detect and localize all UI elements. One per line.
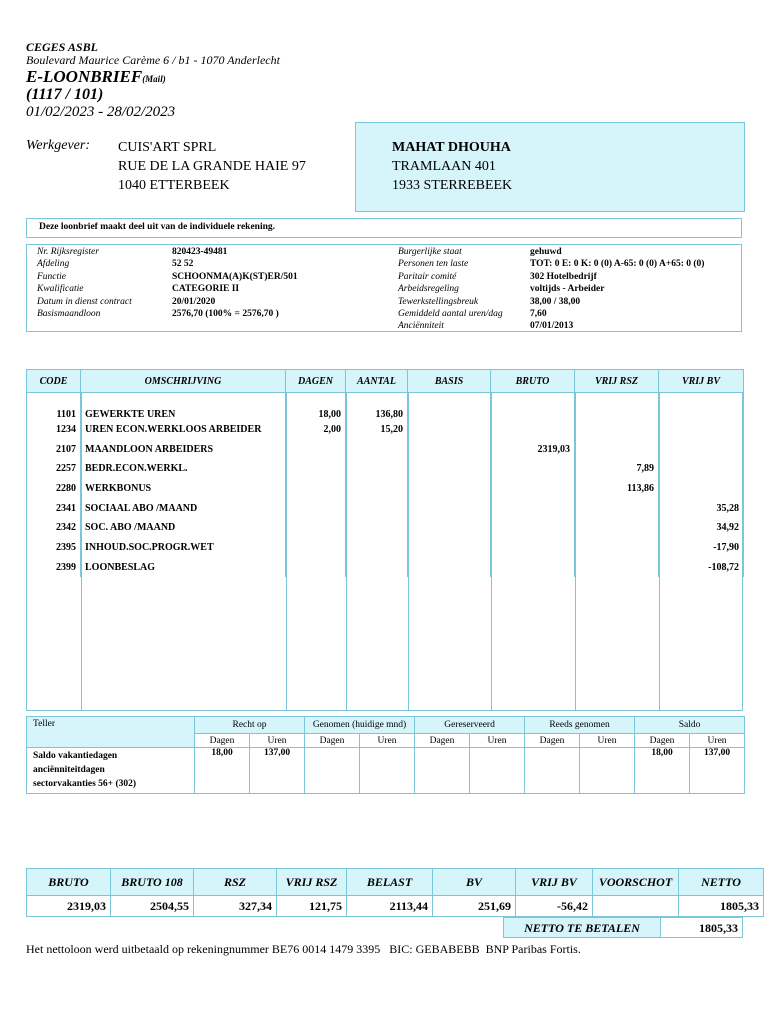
- sub-header: Dagen: [305, 734, 360, 748]
- cell-bruto: [491, 498, 575, 518]
- info-value: 7,60: [530, 309, 547, 320]
- info-label: Afdeling: [37, 259, 70, 270]
- total-header: RSZ: [194, 869, 277, 896]
- cell-omschrijving: SOCIAAL ABO /MAAND: [81, 498, 286, 518]
- counter-label: anciënniteitdagen: [33, 765, 105, 775]
- cell-vrij-rsz: [575, 439, 659, 459]
- group-header: Recht op: [195, 717, 305, 734]
- col-header: DAGEN: [286, 370, 346, 393]
- total-value: 121,75: [277, 896, 347, 917]
- pay-lines-body: [27, 393, 744, 578]
- total-header: VRIJ BV: [516, 869, 593, 896]
- info-label: Anciënniteit: [398, 321, 444, 332]
- group-header: Genomen (huidige mnd): [305, 717, 415, 734]
- sub-header: Uren: [470, 734, 525, 748]
- info-right-labels: [398, 246, 503, 333]
- info-label: Paritair comité: [398, 271, 457, 282]
- info-label: Tewerkstellingsbreuk: [398, 296, 479, 307]
- cell-basis: [408, 393, 491, 420]
- total-header: BRUTO: [27, 869, 111, 896]
- cell-bruto: [491, 420, 575, 440]
- cell-vrij-rsz: [575, 518, 659, 538]
- counter-value: [360, 748, 415, 794]
- employee-box: [355, 122, 745, 212]
- counter-value: 137,00: [250, 748, 305, 794]
- cell-code: 2107: [27, 439, 81, 459]
- cell-code: 2395: [27, 538, 81, 558]
- cell-vrij-bv: [659, 439, 744, 459]
- info-value: TOT: 0 E: 0 K: 0 (0) A-65: 0 (0) A+65: 0 (0): [530, 259, 705, 270]
- table-row: [27, 498, 744, 518]
- total-value: 1805,33: [679, 896, 764, 917]
- cell-bruto: [491, 393, 575, 420]
- pay-lines-table: [26, 369, 744, 577]
- info-right-values: [530, 246, 704, 333]
- col-header: CODE: [27, 370, 81, 393]
- table-row: [27, 538, 744, 558]
- counter-value: [305, 748, 360, 794]
- info-left-values: [172, 246, 298, 320]
- info-label: Arbeidsregeling: [398, 284, 459, 295]
- cell-code: 2257: [27, 459, 81, 479]
- sub-header: Dagen: [525, 734, 580, 748]
- cell-vrij-rsz: [575, 557, 659, 577]
- cell-bruto: [491, 479, 575, 499]
- employer-name: CUIS'ART SPRL: [118, 140, 217, 155]
- info-value: 2576,70 (100% = 2576,70 ): [172, 309, 279, 320]
- cell-vrij-bv: 35,28: [659, 498, 744, 518]
- info-left-labels: [37, 246, 132, 320]
- cell-vrij-bv: -17,90: [659, 538, 744, 558]
- info-label: Burgerlijke staat: [398, 247, 462, 257]
- info-label: Basismaandloon: [37, 309, 101, 320]
- cell-code: 1101: [27, 393, 81, 420]
- teller-header: Teller: [27, 717, 195, 748]
- cell-aantal: [346, 479, 408, 499]
- cell-code: 1234: [27, 420, 81, 440]
- payment-footer: Het nettoloon werd uitbetaald op rekeningnummer BE76 0014 1479 3395 BIC: GEBABEBB BNP Paribas Fortis.: [26, 942, 581, 956]
- info-label: Functie: [37, 271, 67, 282]
- total-header: BV: [433, 869, 516, 896]
- totals-values-row: [27, 896, 764, 917]
- cell-basis: [408, 518, 491, 538]
- col-header: VRIJ BV: [659, 370, 744, 393]
- info-value: 52 52: [172, 259, 194, 270]
- employer-street: RUE DE LA GRANDE HAIE 97: [118, 159, 306, 174]
- total-value: 2319,03: [27, 896, 111, 917]
- sub-header: Dagen: [415, 734, 470, 748]
- cell-vrij-bv: 34,92: [659, 518, 744, 538]
- info-label: Kwalificatie: [37, 284, 84, 295]
- total-value: [593, 896, 679, 917]
- employee-info: [26, 244, 742, 332]
- employee-name: MAHAT DHOUHA: [392, 140, 511, 155]
- table-header-row: [27, 370, 744, 393]
- sub-header: Uren: [580, 734, 635, 748]
- total-header: BELAST: [347, 869, 433, 896]
- cell-omschrijving: BEDR.ECON.WERKL.: [81, 459, 286, 479]
- doc-period: 01/02/2023 - 28/02/2023: [26, 104, 176, 120]
- info-label: Gemiddeld aantal uren/dag: [398, 309, 503, 320]
- cell-bruto: [491, 538, 575, 558]
- cell-vrij-bv: [659, 393, 744, 420]
- col-header: AANTAL: [346, 370, 408, 393]
- cell-aantal: 15,20: [346, 420, 408, 440]
- info-label: Datum in dienst contract: [37, 296, 132, 307]
- info-value: gehuwd: [530, 247, 562, 257]
- cell-bruto: [491, 557, 575, 577]
- info-value: voltijds - Arbeider: [530, 284, 605, 295]
- notice: Deze loonbrief maakt deel uit van de individuele rekening.: [26, 218, 742, 238]
- doc-subtitle: (Mail): [142, 74, 166, 84]
- counter-labels: [27, 748, 195, 794]
- cell-omschrijving: GEWERKTE UREN: [81, 393, 286, 420]
- cell-aantal: [346, 498, 408, 518]
- total-value: 2504,55: [111, 896, 194, 917]
- cell-basis: [408, 538, 491, 558]
- cell-omschrijving: SOC. ABO /MAAND: [81, 518, 286, 538]
- cell-dagen: 2,00: [286, 420, 346, 440]
- cell-vrij-bv: [659, 420, 744, 440]
- sub-header: Uren: [690, 734, 745, 748]
- total-value: 251,69: [433, 896, 516, 917]
- cell-vrij-bv: [659, 479, 744, 499]
- cell-omschrijving: UREN ECON.WERKLOOS ARBEIDER: [81, 420, 286, 440]
- employer-label: Werkgever:: [26, 138, 91, 153]
- group-header: Gereserveerd: [415, 717, 525, 734]
- cell-vrij-bv: [659, 459, 744, 479]
- cell-dagen: [286, 538, 346, 558]
- net-pay-label: NETTO TE BETALEN: [503, 917, 661, 938]
- group-header: Reeds genomen: [525, 717, 635, 734]
- cell-dagen: [286, 518, 346, 538]
- total-header: VRIJ RSZ: [277, 869, 347, 896]
- counter-value: [470, 748, 525, 794]
- table-row: [27, 439, 744, 459]
- counter-value: 137,00: [690, 748, 745, 794]
- total-value: 327,34: [194, 896, 277, 917]
- total-value: -56,42: [516, 896, 593, 917]
- info-label: Personen ten laste: [398, 259, 469, 270]
- info-value: 302 Hotelbedrijf: [530, 271, 597, 282]
- cell-aantal: [346, 518, 408, 538]
- total-value: 2113,44: [347, 896, 433, 917]
- sub-header: Uren: [250, 734, 305, 748]
- info-value: 38,00 / 38,00: [530, 296, 581, 307]
- employer-city: 1040 ETTERBEEK: [118, 178, 230, 193]
- info-label: Nr. Rijksregister: [37, 247, 99, 257]
- counter-value: 18,00: [195, 748, 250, 794]
- table-row: [27, 479, 744, 499]
- cell-aantal: [346, 538, 408, 558]
- cell-dagen: [286, 479, 346, 499]
- cell-bruto: 2319,03: [491, 439, 575, 459]
- counter-label: Saldo vakantiedagen: [33, 751, 118, 761]
- counters-table: [26, 716, 745, 794]
- cell-vrij-rsz: 7,89: [575, 459, 659, 479]
- cell-basis: [408, 479, 491, 499]
- total-header: NETTO: [679, 869, 764, 896]
- cell-code: 2342: [27, 518, 81, 538]
- counter-value: [415, 748, 470, 794]
- info-value: SCHOONMA(A)K(ST)ER/501: [172, 271, 298, 282]
- cell-aantal: 136,80: [346, 393, 408, 420]
- cell-dagen: [286, 557, 346, 577]
- table-row: [27, 393, 744, 420]
- table-row: [27, 518, 744, 538]
- cell-omschrijving: LOONBESLAG: [81, 557, 286, 577]
- cell-dagen: [286, 439, 346, 459]
- sub-header: Dagen: [195, 734, 250, 748]
- sub-header: Dagen: [635, 734, 690, 748]
- cell-aantal: [346, 439, 408, 459]
- cell-bruto: [491, 459, 575, 479]
- cell-omschrijving: MAANDLOON ARBEIDERS: [81, 439, 286, 459]
- info-value: CATEGORIE II: [172, 284, 240, 295]
- cell-code: 2341: [27, 498, 81, 518]
- counter-value: [580, 748, 635, 794]
- total-header: VOORSCHOT: [593, 869, 679, 896]
- total-header: BRUTO 108: [111, 869, 194, 896]
- cell-vrij-rsz: [575, 498, 659, 518]
- cell-aantal: [346, 459, 408, 479]
- cell-basis: [408, 420, 491, 440]
- cell-vrij-rsz: 113,86: [575, 479, 659, 499]
- company-address: Boulevard Maurice Carème 6 / b1 - 1070 Anderlecht: [26, 53, 280, 67]
- counter-label: sectorvakanties 56+ (302): [33, 779, 137, 789]
- cell-vrij-rsz: [575, 393, 659, 420]
- cell-code: 2399: [27, 557, 81, 577]
- info-value: 20/01/2020: [172, 296, 216, 307]
- employee-street: TRAMLAAN 401: [392, 159, 496, 174]
- col-header: OMSCHRIJVING: [81, 370, 286, 393]
- cell-vrij-rsz: [575, 538, 659, 558]
- cell-code: 2280: [27, 479, 81, 499]
- doc-ref: (1117 / 101): [26, 86, 104, 103]
- totals-table: [26, 868, 764, 917]
- col-header: VRIJ RSZ: [575, 370, 659, 393]
- company-name: CEGES ASBL: [26, 40, 98, 54]
- table-row: [27, 557, 744, 577]
- cell-omschrijving: INHOUD.SOC.PROGR.WET: [81, 538, 286, 558]
- cell-dagen: [286, 498, 346, 518]
- table-row: [27, 459, 744, 479]
- totals-header-row: [27, 869, 764, 896]
- table-row: [27, 420, 744, 440]
- counter-value: 18,00: [635, 748, 690, 794]
- cell-bruto: [491, 518, 575, 538]
- cell-aantal: [346, 557, 408, 577]
- doc-title-text: E-LOONBRIEF: [26, 67, 143, 86]
- employee-city: 1933 STERREBEEK: [392, 178, 513, 193]
- col-header: BRUTO: [491, 370, 575, 393]
- net-pay-value: 1805,33: [660, 917, 743, 938]
- cell-basis: [408, 439, 491, 459]
- counter-value: [525, 748, 580, 794]
- cell-basis: [408, 459, 491, 479]
- cell-dagen: [286, 459, 346, 479]
- info-value: 07/01/2013: [530, 321, 574, 332]
- cell-dagen: 18,00: [286, 393, 346, 420]
- info-value: 820423-49481: [172, 247, 228, 257]
- col-header: BASIS: [408, 370, 491, 393]
- cell-vrij-rsz: [575, 420, 659, 440]
- employer-block: [118, 138, 306, 195]
- cell-omschrijving: WERKBONUS: [81, 479, 286, 499]
- cell-basis: [408, 498, 491, 518]
- doc-title: [26, 67, 166, 87]
- cell-vrij-bv: -108,72: [659, 557, 744, 577]
- sub-header: Uren: [360, 734, 415, 748]
- cell-basis: [408, 557, 491, 577]
- group-header: Saldo: [635, 717, 745, 734]
